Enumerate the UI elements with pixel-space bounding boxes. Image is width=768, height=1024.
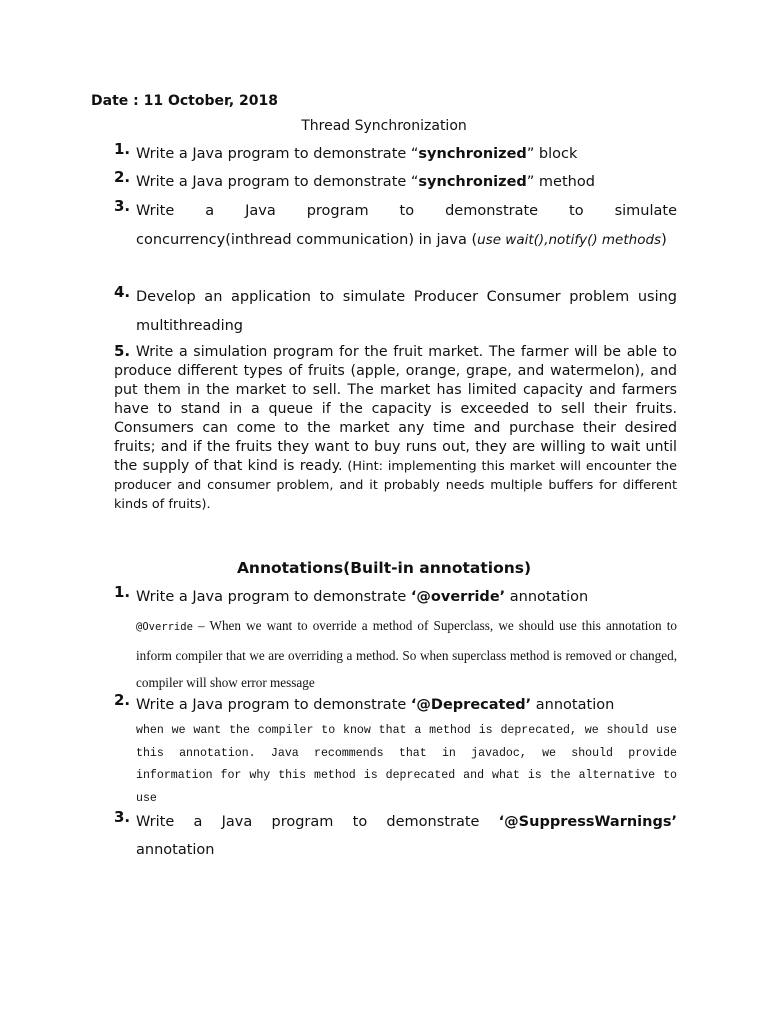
item-text: ” method (526, 174, 595, 190)
item-number: 2. (114, 691, 131, 709)
list-item (114, 283, 677, 341)
item-number: 2. (114, 168, 131, 186)
item-text: Develop an application to simulate Producer Consumer problem using multithreading (136, 289, 677, 334)
item-number: 1. (114, 583, 131, 601)
item-keyword: synchronized (418, 146, 527, 162)
item-keyword: synchronized (418, 174, 527, 190)
list-item (114, 808, 677, 865)
annotation-note: when we want the compiler to know that a method is deprecated, we should use this annotation. Java recommends that in javadoc, we should provide information for why this method is deprecated and what is the alternative to use (136, 724, 677, 805)
item-hint: (Hint: implementing this market will encounter the producer and consumer problem, and it probably needs multiple buffers for different kinds of fruits). (114, 459, 677, 512)
item-number: 1. (114, 140, 131, 158)
item-text: Write a Java program to demonstrate “ (136, 146, 419, 162)
item-text: Write a Java program to demonstrate (136, 589, 411, 605)
item-number: 3. (114, 808, 131, 826)
section-title-thread-synchronization: Thread Synchronization (301, 118, 467, 134)
item-number: 3. (114, 197, 131, 215)
item-text: Write a Java program to demonstrate to simulate (136, 203, 677, 219)
item-keyword: ‘@SuppressWarnings’ (498, 814, 677, 830)
item-text: ) (661, 232, 667, 248)
list-item (114, 140, 677, 169)
item-text: concurrency(inthread communication) in java ( (136, 232, 478, 248)
list-item (114, 197, 677, 254)
list-item (114, 691, 677, 810)
item-text: annotation (531, 697, 615, 713)
item-keyword: ‘@Deprecated’ (410, 697, 532, 713)
item-text: Write a Java program to demonstrate (136, 697, 411, 713)
item-keyword: ‘@override’ (410, 589, 506, 605)
code-keyword: @Override (136, 621, 193, 633)
item-text: annotation (505, 589, 589, 605)
item-text: ” block (526, 146, 578, 162)
item-text: Write a Java program to demonstrate “ (136, 174, 419, 190)
item-number: 4. (114, 283, 131, 301)
item-italic-text: use wait(),notify() methods (477, 232, 662, 248)
list-item (114, 583, 677, 697)
item-text: Write a simulation program for the fruit market. The farmer will be able to produce different types of fruits (apple, orange, grape, and watermelon), and put them in the market to sell. The market has limited capacity and farmers have to stand in a queue if the capacity is exceeded to sell their fruits. Consumers can come to the market any time and purchase their desired fruits; and if the fruits they want to buy runs out, they are willing to wait until the supply of that kind is ready. (114, 344, 677, 474)
item-number: 5. (114, 342, 131, 360)
list-item (114, 168, 677, 197)
item-text: Write a Java program to demonstrate (136, 814, 499, 830)
list-item (114, 342, 677, 514)
item-text: annotation (136, 842, 215, 858)
document-date: Date : 11 October, 2018 (91, 93, 278, 109)
section-title-annotations: Annotations(Built-in annotations) (236, 559, 532, 577)
note-text: – When we want to override a method of Superclass, we should use this annotation to inform compiler that we are overriding a method. So when superclass method is removed or changed, compiler will show error message (136, 618, 677, 690)
annotation-note (136, 612, 677, 697)
